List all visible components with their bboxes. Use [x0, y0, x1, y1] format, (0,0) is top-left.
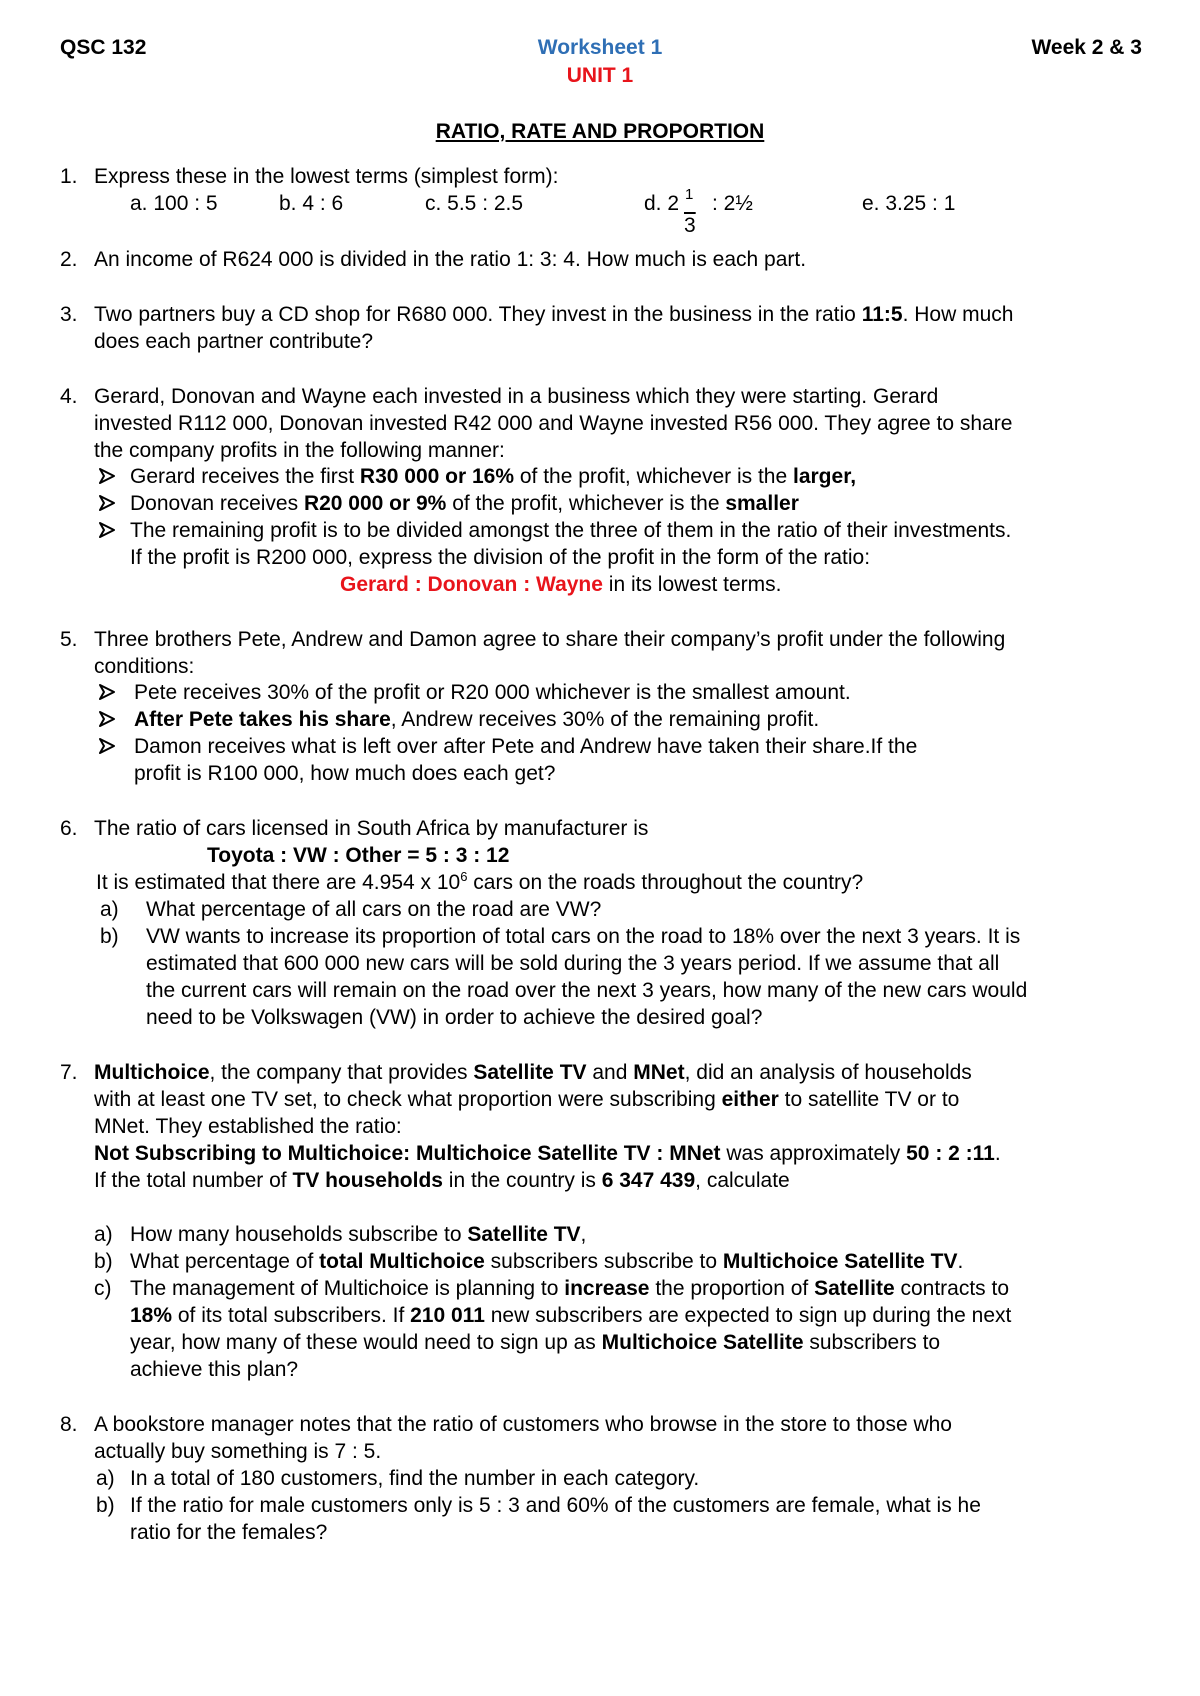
bullet-arrow-icon: [98, 467, 116, 485]
q6-number: 6.: [60, 817, 78, 840]
q2-number: 2.: [60, 248, 78, 271]
q7-c-line-4: achieve this plan?: [130, 1358, 299, 1381]
bullet-arrow-icon: [98, 683, 116, 701]
q6-b-line-2: estimated that 600 000 new cars will be sold during the 3 years period. If we assume that all: [146, 952, 1000, 975]
week-label: Week 2 & 3: [1031, 36, 1142, 59]
q6-line-1: The ratio of cars licensed in South Africa by manufacturer is: [94, 817, 649, 840]
q8-line-2: actually buy something is 7 : 5.: [94, 1440, 382, 1463]
q7-c-line-3: year, how many of these would need to sign up as Multichoice Satellite subscribers to: [130, 1331, 941, 1354]
q6-a-text: What percentage of all cars on the road are VW?: [146, 898, 602, 921]
q1-c: c. 5.5 : 2.5: [425, 192, 524, 215]
unit-label: UNIT 1: [566, 64, 634, 87]
q7-line-5: If the total number of TV households in the country is 6 347 439, calculate: [94, 1169, 790, 1192]
q7-a-label: a): [94, 1223, 113, 1246]
q1-d-denominator: 3: [684, 214, 696, 237]
q3-line-1: Two partners buy a CD shop for R680 000. They invest in the business in the ratio 11:5. How much: [94, 303, 1014, 326]
q7-a-text: How many households subscribe to Satellite TV,: [130, 1223, 587, 1246]
q7-number: 7.: [60, 1061, 78, 1084]
q8-a-label: a): [96, 1467, 115, 1490]
q1-e: e. 3.25 : 1: [862, 192, 956, 215]
q7-c-line-1: The management of Multichoice is planning to increase the proportion of Satellite contracts to: [130, 1277, 1010, 1300]
q7-c-line-2: 18% of its total subscribers. If 210 011 new subscribers are expected to sign up during the next: [130, 1304, 1012, 1327]
q6-b-line-4: need to be Volkswagen (VW) in order to achieve the desired goal?: [146, 1006, 763, 1029]
q7-c-label: c): [94, 1277, 112, 1300]
q2-text: An income of R624 000 is divided in the ratio 1: 3: 4. How much is each part.: [94, 248, 807, 271]
bullet-arrow-icon: [98, 494, 116, 512]
q7-line-4: Not Subscribing to Multichoice: Multichoice Satellite TV : MNet was approximately 50 : 2 :11.: [94, 1142, 1001, 1165]
q5-bullet-2: After Pete takes his share, Andrew receives 30% of the remaining profit.: [134, 708, 820, 731]
q4-bullet-1: Gerard receives the first R30 000 or 16% of the profit, whichever is the larger,: [130, 465, 857, 488]
q4-line-1: Gerard, Donovan and Wayne each invested in a business which they were starting. Gerard: [94, 385, 939, 408]
q1-d-prefix: d. 2: [644, 192, 680, 215]
q8-b-line-2: ratio for the females?: [130, 1521, 328, 1544]
q4-bullet-3: The remaining profit is to be divided amongst the three of them in the ratio of their investments.: [130, 519, 1012, 542]
bullet-arrow-icon: [98, 737, 116, 755]
q8-a-text: In a total of 180 customers, find the number in each category.: [130, 1467, 700, 1490]
bullet-arrow-icon: [98, 710, 116, 728]
bullet-arrow-icon: [98, 521, 116, 539]
q7-b-text: What percentage of total Multichoice subscribers subscribe to Multichoice Satellite TV.: [130, 1250, 964, 1273]
q1-a: a. 100 : 5: [130, 192, 218, 215]
q1-d-numerator: 1: [685, 186, 694, 203]
q6-b-line-1: VW wants to increase its proportion of total cars on the road to 18% over the next 3 years. It is: [146, 925, 1021, 948]
q4-bullet-2: Donovan receives R20 000 or 9% of the profit, whichever is the smaller: [130, 492, 799, 515]
q1-d-suffix: : 2½: [712, 192, 753, 215]
q8-b-line-1: If the ratio for male customers only is 5 : 3 and 60% of the customers are female, what is he: [130, 1494, 981, 1517]
q5-number: 5.: [60, 628, 78, 651]
q7-line-3: MNet. They established the ratio:: [94, 1115, 402, 1138]
q3-number: 3.: [60, 303, 78, 326]
q5-line-3: profit is R100 000, how much does each get?: [134, 762, 556, 785]
q8-number: 8.: [60, 1413, 78, 1436]
q8-line-1: A bookstore manager notes that the ratio of customers who browse in the store to those who: [94, 1413, 952, 1436]
worksheet-title: Worksheet 1: [537, 36, 663, 59]
q6-b-label: b): [100, 925, 119, 948]
course-code: QSC 132: [60, 36, 147, 59]
page-title: RATIO, RATE AND PROPORTION: [435, 120, 765, 143]
q6-line-3: It is estimated that there are 4.954 x $10^6$ cars on the roads throughout the country?: [96, 869, 864, 894]
q4-ratio-line: Gerard : Donovan : Wayne in its lowest terms.: [340, 573, 782, 596]
q4-line-3: the company profits in the following manner:: [94, 439, 505, 462]
q6-b-line-3: the current cars will remain on the road over the next 3 years, how many of the new cars would: [146, 979, 1028, 1002]
q4-line-2: invested R112 000, Donovan invested R42 000 and Wayne invested R56 000. They agree to share: [94, 412, 1013, 435]
q5-bullet-1: Pete receives 30% of the profit or R20 000 whichever is the smallest amount.: [134, 681, 851, 704]
q5-bullet-3: Damon receives what is left over after Pete and Andrew have taken their share.If the: [134, 735, 918, 758]
q4-number: 4.: [60, 385, 78, 408]
q7-b-label: b): [94, 1250, 113, 1273]
q5-line-2: conditions:: [94, 655, 195, 678]
q1-number: 1.: [60, 165, 78, 188]
q7-line-2: with at least one TV set, to check what proportion were subscribing either to satellite TV or to: [94, 1088, 960, 1111]
q5-line-1: Three brothers Pete, Andrew and Damon agree to share their company’s profit under the following: [94, 628, 1006, 651]
q7-line-1: Multichoice, the company that provides Satellite TV and MNet, did an analysis of households: [94, 1061, 972, 1084]
q8-b-label: b): [96, 1494, 115, 1517]
q6-ratio: Toyota : VW : Other = 5 : 3 : 12: [207, 844, 510, 867]
q4-line-4: If the profit is R200 000, express the division of the profit in the form of the ratio:: [130, 546, 871, 569]
q1-text: Express these in the lowest terms (simplest form):: [94, 165, 559, 188]
q6-a-label: a): [100, 898, 119, 921]
q3-line-2: does each partner contribute?: [94, 330, 374, 353]
q1-b: b. 4 : 6: [279, 192, 344, 215]
